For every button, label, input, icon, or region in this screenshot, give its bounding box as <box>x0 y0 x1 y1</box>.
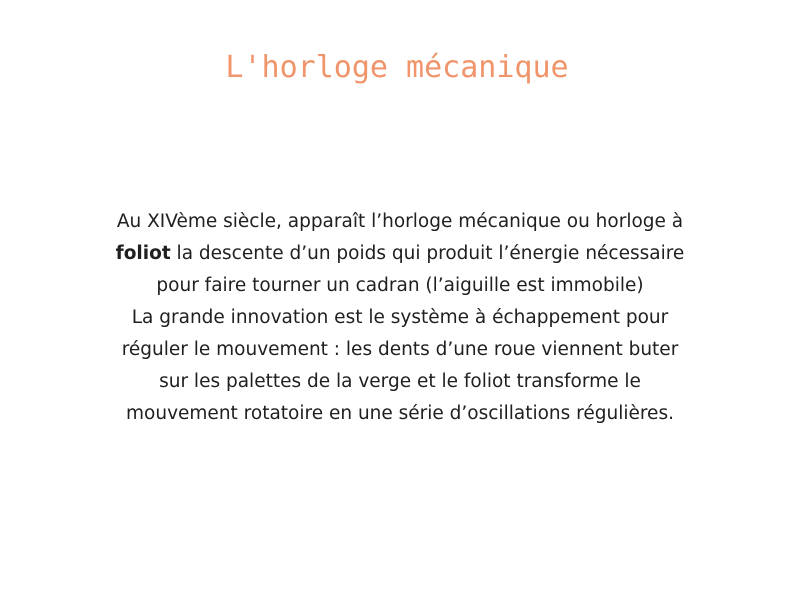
term-foliot: foliot <box>115 243 171 264</box>
paragraph-intro-end: la descente d’un poids qui produit l’énergie nécessaire pour faire tourner un cadran (l’aiguille est immobile) <box>156 243 685 296</box>
paragraph-intro <box>110 206 690 302</box>
slide-title: L'horloge mécanique <box>225 50 569 85</box>
paragraph-escapement: La grande innovation est le système à échappement pour réguler le mouvement : les dents d’une roue viennent buter sur les palettes de la verge et le foliot transforme le mouvement rotatoire en une série d’oscillations régulières. <box>121 307 679 424</box>
paragraph-intro-start: Au XIVème siècle, apparaît l’horloge mécanique ou horloge à <box>116 211 684 232</box>
slide-body <box>110 206 690 430</box>
